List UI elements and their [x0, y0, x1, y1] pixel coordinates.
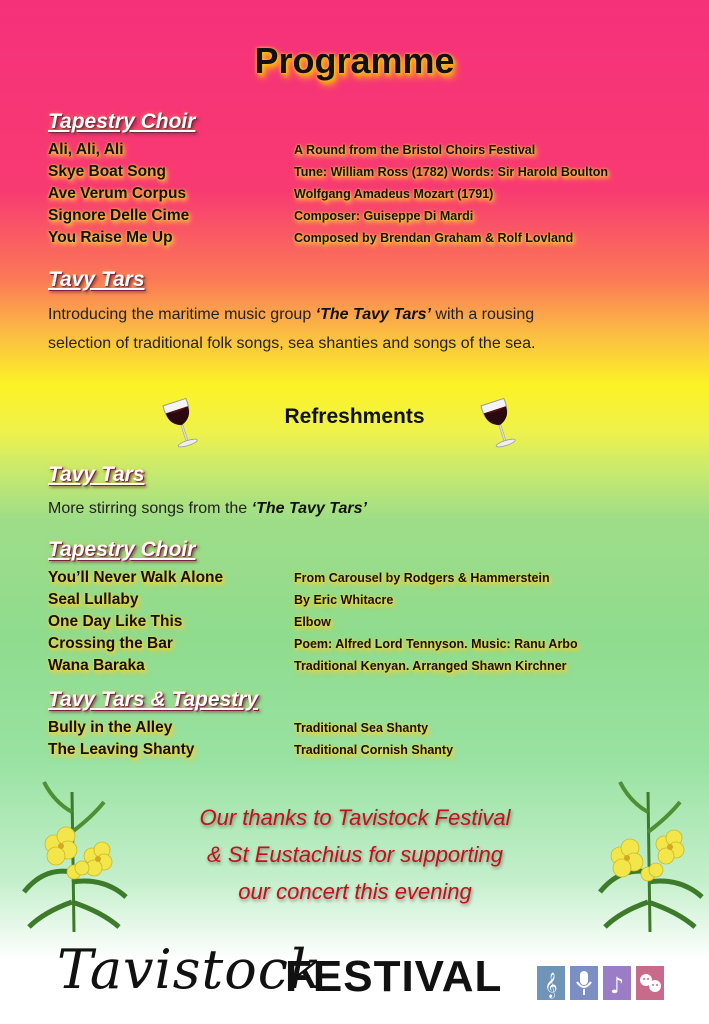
song-title: Skye Boat Song: [48, 163, 166, 180]
arts-icons: [537, 966, 667, 1002]
tavy-tars-intro: [48, 300, 668, 358]
svg-text:♪: ♪: [609, 974, 625, 999]
thanks-message: [130, 799, 580, 910]
song-note: Wolfgang Amadeus Mozart (1791): [294, 187, 494, 201]
section-heading-tavy-tars: Tavy Tars: [48, 463, 145, 486]
section-heading-tapestry-choir: Tapestry Choir: [48, 538, 196, 561]
thanks-line: & St Eustachius for supporting: [207, 842, 503, 867]
page-title: Programme: [254, 40, 455, 81]
wine-glass-icon: [478, 396, 528, 454]
flower-illustration-icon: [14, 772, 134, 932]
song-row: [48, 185, 688, 206]
song-row: [48, 229, 688, 250]
song-note: Poem: Alfred Lord Tennyson. Music: Ranu Arbo: [294, 637, 578, 651]
song-row: [48, 591, 688, 612]
song-row: [48, 613, 688, 634]
song-title: You’ll Never Walk Alone: [48, 569, 224, 586]
song-row: [48, 207, 688, 228]
song-row: [48, 719, 688, 740]
section-heading-tapestry-choir: Tapestry Choir: [48, 110, 196, 133]
refreshments-heading: Refreshments: [284, 405, 425, 428]
song-title: Wana Baraka: [48, 657, 145, 674]
song-note: A Round from the Bristol Choirs Festival: [294, 143, 536, 157]
song-row: [48, 163, 688, 184]
song-note: Traditional Sea Shanty: [294, 721, 429, 735]
flower-illustration-icon: [590, 772, 709, 932]
thanks-line: our concert this evening: [238, 879, 472, 904]
tavistock-festival-logo: [55, 934, 675, 1006]
logo-script-text: Tavistock: [57, 938, 323, 1001]
song-row: [48, 635, 688, 656]
intro-text: with a rousing: [430, 306, 535, 323]
song-note: Traditional Cornish Shanty: [294, 743, 454, 757]
song-row: [48, 657, 688, 678]
group-name: ‘The Tavy Tars’: [251, 500, 367, 517]
tavy-tars-intro: [48, 494, 668, 523]
song-row: [48, 569, 688, 590]
song-note: Tune: William Ross (1782) Words: Sir Harold Boulton: [294, 165, 609, 179]
song-title: Signore Delle Cime: [48, 207, 190, 224]
song-title: Bully in the Alley: [48, 719, 173, 736]
song-note: Traditional Kenyan. Arranged Shawn Kirchner: [294, 659, 567, 673]
logo-wordmark: FESTIVAL: [285, 952, 503, 1001]
intro-text: More stirring songs from the: [48, 500, 252, 517]
song-row: [48, 741, 688, 762]
song-note: From Carousel by Rodgers & Hammerstein: [294, 571, 550, 585]
intro-text: Introducing the maritime music group: [48, 306, 316, 323]
song-row: [48, 141, 688, 162]
song-title: You Raise Me Up: [48, 229, 173, 246]
song-title: The Leaving Shanty: [48, 741, 195, 758]
section-heading-tavy-tars-tapestry: Tavy Tars & Tapestry: [48, 688, 259, 711]
song-title: One Day Like This: [48, 613, 183, 630]
song-title: Crossing the Bar: [48, 635, 173, 652]
song-note: Elbow: [294, 615, 331, 629]
svg-text:𝄞: 𝄞: [544, 973, 558, 998]
song-note: By Eric Whitacre: [294, 593, 394, 607]
group-name: ‘The Tavy Tars’: [315, 306, 431, 323]
song-title: Ali, Ali, Ali: [48, 141, 124, 158]
song-title: Seal Lullaby: [48, 591, 139, 608]
song-note: Composer: Guiseppe Di Mardi: [294, 209, 474, 223]
song-title: Ave Verum Corpus: [48, 185, 187, 202]
intro-text: selection of traditional folk songs, sea shanties and songs of the sea.: [48, 335, 536, 352]
section-heading-tavy-tars: Tavy Tars: [48, 268, 145, 291]
thanks-line: Our thanks to Tavistock Festival: [199, 805, 511, 830]
song-note: Composed by Brendan Graham & Rolf Lovland: [294, 231, 574, 245]
